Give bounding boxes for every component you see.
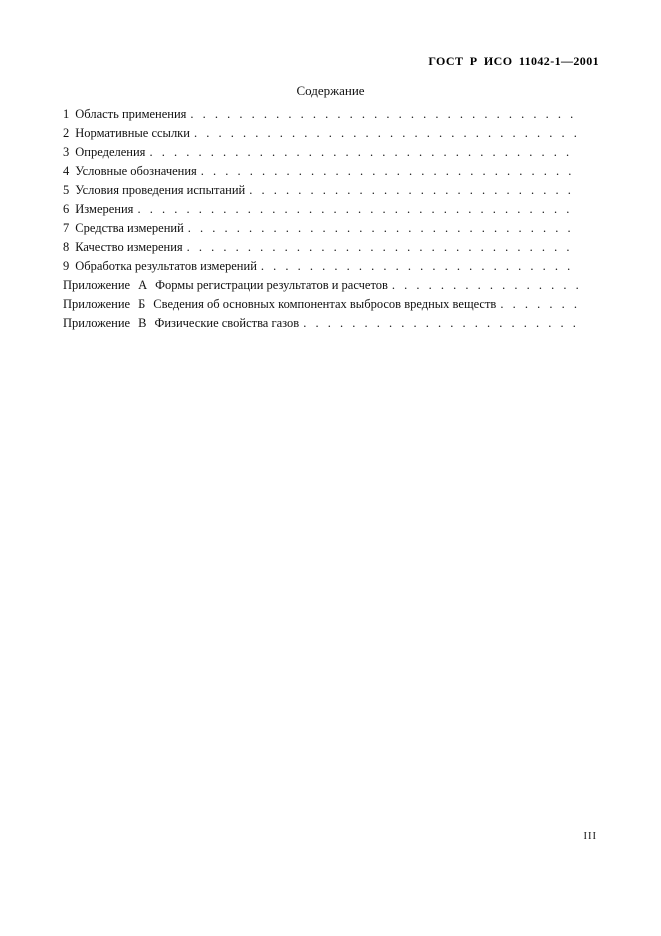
dot-leader	[194, 126, 578, 141]
toc-appendix-letter: А	[138, 278, 148, 292]
dot-leader	[500, 297, 578, 312]
document-header-designation: ГОСТ Р ИСО 11042-1—2001	[428, 54, 599, 68]
toc-item-label: Обработка результатов измерений	[75, 259, 257, 273]
toc-item-label: Нормативные ссылки	[75, 126, 190, 140]
toc-item-number: 5	[63, 183, 70, 197]
toc-item-label: Средства измерений	[75, 221, 184, 235]
dot-leader	[261, 259, 578, 274]
toc-row	[63, 240, 578, 259]
toc-appendix-label: Формы регистрации результатов и расчетов	[155, 278, 388, 292]
dot-leader	[149, 145, 578, 160]
toc-item-number: 2	[63, 126, 70, 140]
toc-title: Содержание	[296, 83, 365, 98]
toc-item-label: Качество измерения	[75, 240, 183, 254]
toc-row	[63, 145, 578, 164]
toc-appendix-prefix: Приложение	[63, 316, 131, 330]
toc-appendix-letter: В	[138, 316, 147, 330]
toc-item-number: 6	[63, 202, 70, 216]
toc-appendix-row	[63, 316, 578, 335]
toc-item-label: Измерения	[75, 202, 134, 216]
toc-row	[63, 164, 578, 183]
dot-leader	[201, 164, 578, 179]
toc-list	[63, 107, 578, 335]
dot-leader	[249, 183, 578, 198]
dot-leader	[188, 221, 578, 236]
toc-item-number: 9	[63, 259, 70, 273]
toc-appendix-label: Физические свойства газов	[154, 316, 300, 330]
toc-item-label: Определения	[75, 145, 146, 159]
toc-row	[63, 259, 578, 278]
toc-item-number: 4	[63, 164, 70, 178]
toc-row	[63, 126, 578, 145]
toc-row	[63, 107, 578, 126]
toc-item-number: 1	[63, 107, 70, 121]
toc-row	[63, 183, 578, 202]
dot-leader	[303, 316, 578, 331]
dot-leader	[137, 202, 578, 217]
toc-appendix-prefix: Приложение	[63, 278, 131, 292]
toc-appendix-row	[63, 297, 578, 316]
toc-row	[63, 221, 578, 240]
toc-item-label: Условия проведения испытаний	[75, 183, 246, 197]
toc-appendix-prefix: Приложение	[63, 297, 131, 311]
dot-leader	[187, 240, 578, 255]
toc-item-number: 7	[63, 221, 70, 235]
toc-appendix-letter: Б	[138, 297, 146, 311]
toc-row	[63, 202, 578, 221]
toc-item-label: Область применения	[75, 107, 187, 121]
toc-appendix-row	[63, 278, 578, 297]
toc-item-label: Условные обозначения	[75, 164, 197, 178]
dot-leader	[392, 278, 578, 293]
dot-leader	[190, 107, 578, 122]
toc-item-number: 8	[63, 240, 70, 254]
toc-item-number: 3	[63, 145, 70, 159]
toc-appendix-label: Сведения об основных компонентах выбросов вредных веществ	[153, 297, 497, 311]
page-number: III	[583, 831, 597, 842]
